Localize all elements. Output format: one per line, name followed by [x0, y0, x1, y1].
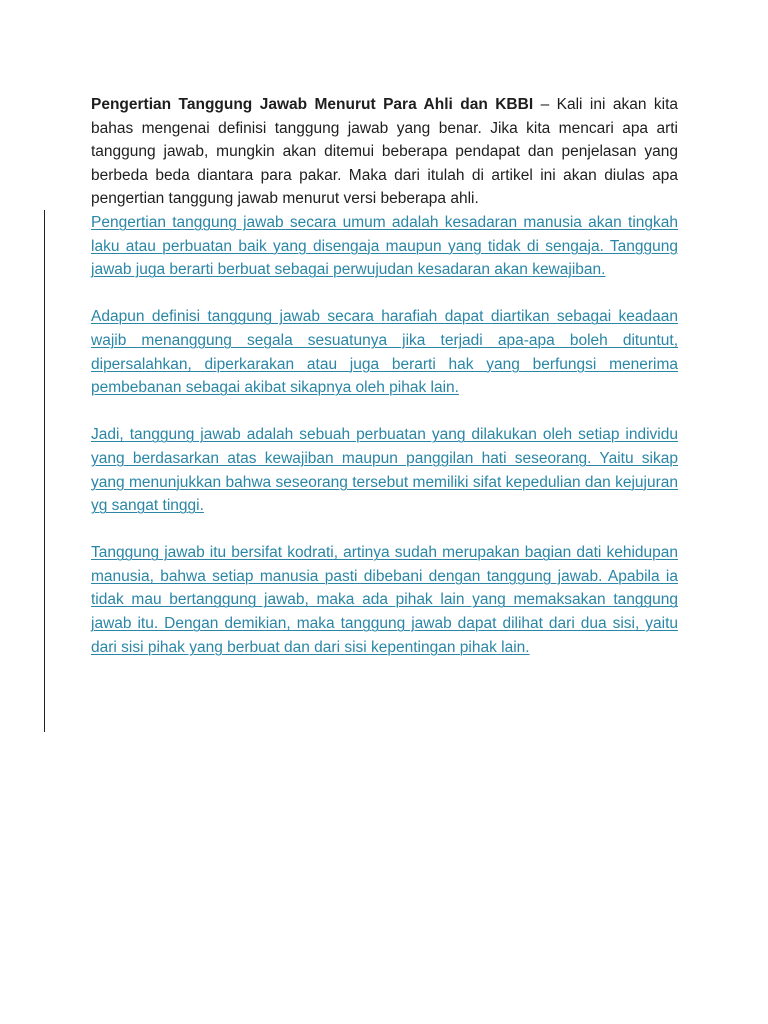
intro-heading: Pengertian Tanggung Jawab Menurut Para Ahli dan KBBI [91, 96, 534, 113]
hyperlink-paragraph[interactable]: Pengertian tanggung jawab secara umum adalah kesadaran manusia akan tingkah laku atau perbuatan baik yang disengaja maupun yang tidak di sengaja. Tanggung jawab juga berarti berbuat sebagai perwujudan kesadaran akan kewajiban. [91, 213, 678, 279]
hyperlink-paragraph[interactable]: Tanggung jawab itu bersifat kodrati, artinya sudah merupakan bagian dati kehidupan manusia, bahwa setiap manusia pasti dibebani dengan tanggung jawab. Apabila ia tidak mau bertanggung jawab, maka ada pihak lain yang memaksakan tanggung jawab itu. Dengan demikian, maka tanggung jawab dapat dilihat dari dua sisi, yaitu dari sisi pihak yang berbuat dan dari sisi kepentingan pihak lain. [91, 544, 678, 656]
intro-text: Kali ini akan kita bahas mengenai definisi tanggung jawab yang benar. Jika kita mencari apa arti tanggung jawab, mungkin akan ditemui beberapa pendapat dan penjelasan yang berbeda beda diantara para pakar. Maka dari itulah di artikel ini akan diulas apa pengertian tanggung jawab menurut versi beberapa ahli. [91, 96, 679, 208]
document-body [91, 93, 678, 683]
hyperlink-paragraph[interactable]: Jadi, tanggung jawab adalah sebuah perbuatan yang dilakukan oleh setiap individu yang berdasarkan atas kewajiban maupun panggilan hati seseorang. Yaitu sikap yang menunjukkan bahwa seseorang tersebut memiliki sifat kepedulian dan kejujuran yg sangat tinggi. [91, 426, 678, 515]
intro-paragraph [91, 93, 678, 211]
intro-dash: – [533, 96, 557, 113]
hyperlink-paragraph[interactable]: Adapun definisi tanggung jawab secara harafiah dapat diartikan sebagai keadaan wajib menanggung segala sesuatunya jika terjadi apa-apa boleh dituntut, dipersalahkan, diperkarakan atau juga berarti hak yang berfungsi menerima pembebanan sebagai akibat sikapnya oleh pihak lain. [91, 308, 678, 397]
revision-change-bar [44, 210, 45, 732]
